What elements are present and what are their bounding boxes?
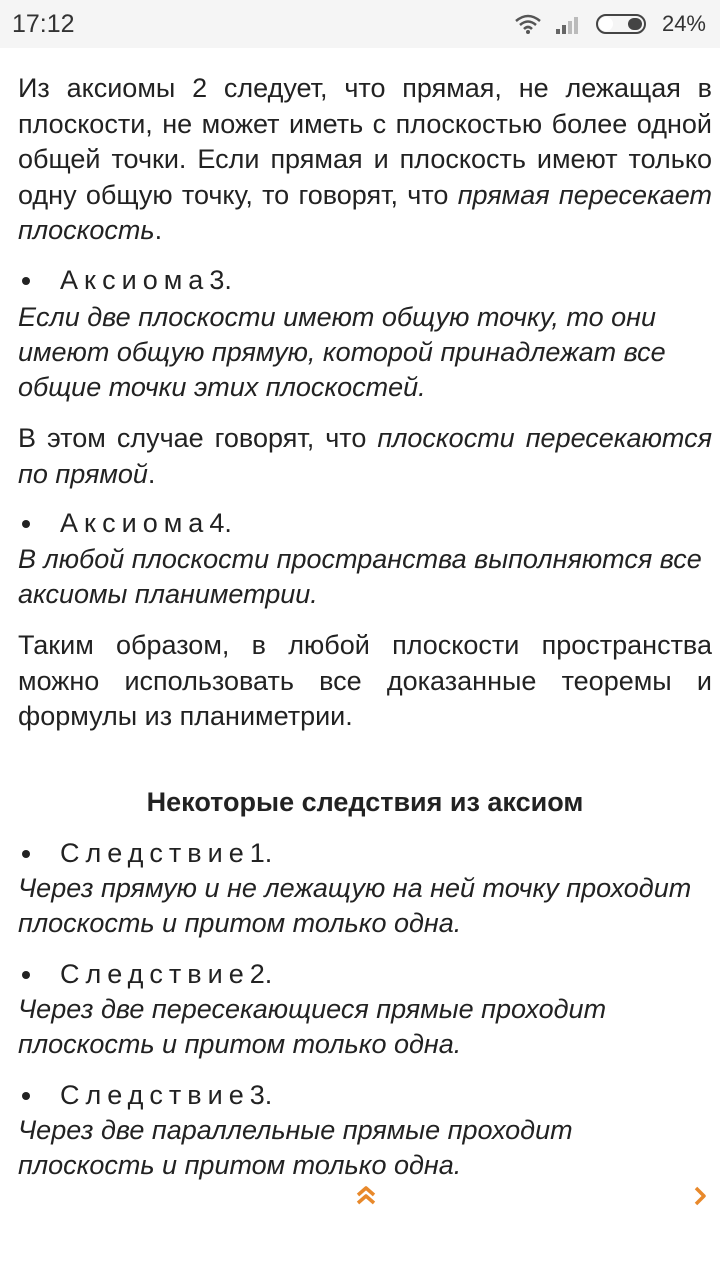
corollary-3-label: Следствие: [60, 1080, 250, 1110]
bullet-icon: [22, 971, 30, 979]
intro-paragraph-end: .: [154, 215, 163, 245]
bullet-icon: [22, 520, 30, 528]
corollary-1-label: Следствие: [60, 838, 250, 868]
corollary-2-label: Следствие: [60, 959, 250, 989]
corollary-3-heading: [18, 1078, 712, 1113]
axiom3-paragraph-emphasis: плоскости пересекаются по прямой: [18, 423, 712, 489]
battery-icon: [596, 13, 650, 35]
battery-percent: 24%: [661, 11, 706, 36]
axiom4-label: Аксиома: [60, 508, 210, 538]
status-icons: [514, 11, 706, 37]
intro-paragraph-emphasis: прямая пересекает плоскость: [18, 179, 712, 245]
axiom4-statement: В любой плоскости пространства выполняются все аксиомы планиметрии.: [18, 544, 702, 609]
intro-paragraph: [18, 71, 712, 249]
corollary-3-number: 3.: [249, 1080, 273, 1110]
bullet-icon: [22, 850, 30, 858]
corollary-2-statement: Через две пересекающиеся прямые проходит плоскость и притом только одна.: [18, 994, 607, 1059]
double-chevron-right-icon[interactable]: [692, 1184, 712, 1213]
corollary-1-heading: [18, 836, 712, 871]
axiom3-label: Аксиома: [60, 265, 210, 295]
axiom3-paragraph: [18, 421, 712, 492]
bullet-icon: [22, 1092, 30, 1100]
wifi-icon: [514, 13, 542, 35]
section-heading: Некоторые следствия из аксиом: [146, 787, 584, 817]
intro-paragraph-text: Из аксиомы 2 следует, что прямая, не лежащая в плоскости, не может иметь с плоскостью более одной общей точки. Если прямая и плоскость имеют только одну общую точку, то говорят, что: [18, 73, 712, 210]
axiom4-heading: [18, 506, 712, 541]
conclusion-paragraph: Таким образом, в любой плоскости пространства можно использовать все доказанные теоремы и формулы из планиметрии.: [18, 630, 712, 731]
axiom4-number: 4.: [209, 508, 232, 538]
double-chevron-up-icon[interactable]: [355, 1184, 377, 1213]
status-time: 17:12: [12, 9, 75, 38]
axiom3-number: 3.: [209, 265, 232, 295]
corollary-3-statement: Через две параллельные прямые проходит плоскость и притом только одна.: [18, 1115, 573, 1180]
axiom3-statement: Если две плоскости имеют общую точку, то они имеют общую прямую, которой принадлежат все общие точки этих плоскостей.: [18, 302, 666, 402]
corollary-2-number: 2.: [249, 959, 273, 989]
axiom3-paragraph-end: .: [147, 458, 156, 489]
corollary-2-heading: [18, 957, 712, 992]
bullet-icon: [22, 277, 30, 285]
corollary-1-number: 1.: [249, 838, 273, 868]
signal-icon: [554, 13, 584, 35]
status-bar: [0, 0, 720, 48]
axiom3-heading: [18, 263, 712, 298]
axiom3-paragraph-text: В этом случае говорят, что: [18, 423, 378, 453]
corollary-1-statement: Через прямую и не лежащую на ней точку проходит плоскость и притом только одна.: [18, 873, 692, 938]
